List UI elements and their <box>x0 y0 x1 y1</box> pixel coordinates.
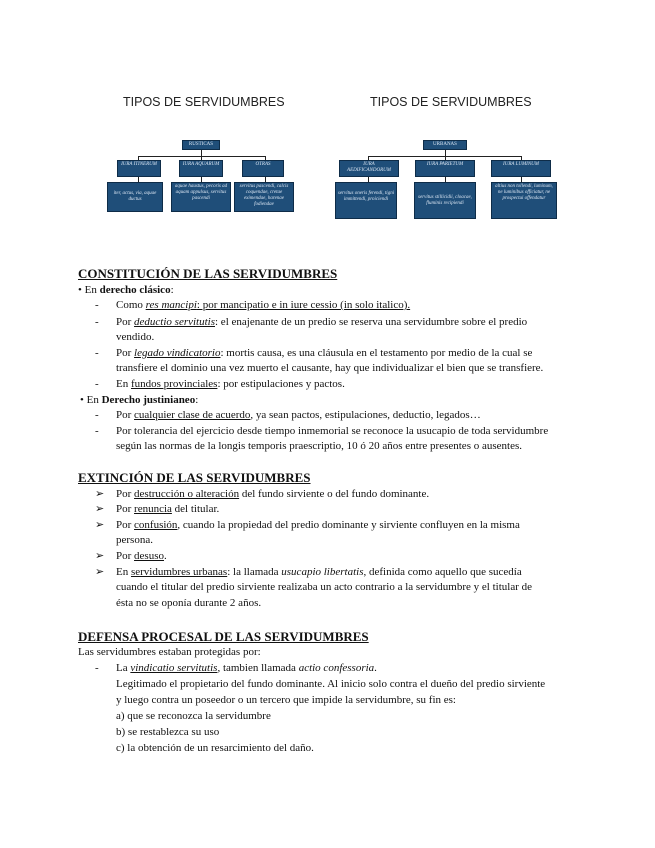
defensa-line: Legitimado el propietario del fundo dominante. Al inicio solo contra el dueño del predio sirviente <box>116 678 546 690</box>
diagram-child-box: IURA ITINERUM <box>117 160 161 177</box>
section-title-extincion: EXTINCIÓN DE LAS SERVIDUMBRES <box>78 470 311 485</box>
dash-bullet: - <box>95 347 99 359</box>
text-fragment: Por <box>116 503 135 515</box>
text-fragment: : <box>195 394 199 406</box>
list-item <box>116 487 429 502</box>
diagram-detail-box: servitus pascendi, calcis coquendae, cretae eximendae, harenae fodiendae <box>234 182 294 212</box>
arrow-bullet-icon: ➢ <box>95 519 105 531</box>
text-fragment: Por <box>116 488 135 500</box>
list-item <box>116 377 345 392</box>
text-fragment: vindicatio servitutis <box>130 662 218 674</box>
text-fragment: , definida como aquello que sucedía <box>363 566 522 578</box>
list-item <box>116 346 532 361</box>
clasico-heading <box>78 283 174 298</box>
dash-bullet: - <box>95 316 99 328</box>
text-fragment: . <box>374 662 377 674</box>
defensa-line: a) que se reconozca la servidumbre <box>116 710 271 722</box>
text-fragment: En <box>116 378 131 390</box>
text-fragment: deductio servitutis <box>134 316 215 328</box>
diagram-title-rusticas: TIPOS DE SERVIDUMBRES <box>123 95 285 109</box>
text-fragment: desuso <box>134 550 164 562</box>
dash-bullet: - <box>95 299 99 311</box>
dash-bullet: - <box>95 409 99 421</box>
text-fragment: renuncia <box>134 503 172 515</box>
arrow-bullet-icon: ➢ <box>95 566 105 578</box>
list-item: Por tolerancia del ejercicio desde tiempo inmemorial se reconoce la usucapio de toda servidumbre <box>116 425 549 437</box>
list-item <box>116 518 520 533</box>
list-item-continuation: vendido. <box>116 331 155 343</box>
diagram-title-urbanas: TIPOS DE SERVIDUMBRES <box>370 95 532 109</box>
text-fragment: servidumbres urbanas <box>130 566 228 578</box>
text-fragment: En <box>86 394 102 406</box>
diagram-root-box: URBANAS <box>423 140 467 150</box>
list-item <box>116 549 167 564</box>
text-fragment: , tambien llamada <box>217 662 299 674</box>
list-item-continuation: persona. <box>116 534 153 546</box>
section-title-defensa: DEFENSA PROCESAL DE LAS SERVIDUMBRES <box>78 629 369 644</box>
diagram-detail-box: servitus oneris ferendi, tigni immittendi, proiciendi <box>335 182 397 219</box>
list-item <box>116 298 410 313</box>
text-fragment: En <box>84 284 100 296</box>
text-fragment: La <box>116 662 131 674</box>
dash-bullet: - <box>95 662 99 674</box>
diagram-root-box: RUSTICAS <box>182 140 220 150</box>
text-fragment: , ya sean pactos, estipulaciones, deductio, legados… <box>250 409 481 421</box>
list-item <box>116 565 522 580</box>
text-fragment: . <box>163 550 167 562</box>
diagram-child-box: OTRAS <box>242 160 284 177</box>
text-fragment: res mancipi <box>145 299 197 311</box>
text-fragment: : por estipulaciones y pactos. <box>217 378 345 390</box>
text-fragment: Por <box>116 409 135 421</box>
text-fragment: : por mancipatio e in iure cessio (in solo italico). <box>196 299 411 311</box>
list-item-continuation: según las normas de la longis temporis praescriptio, 10 ó 20 años entre presentes o ausentes. <box>116 440 522 452</box>
text-fragment: : mortis causa, es una cláusula en el testamento por medio de la cual se <box>220 347 533 359</box>
diagram-detail-box: servitus stillicidii, cloacae, fluminis recipiendi <box>414 182 476 219</box>
diagram-rusticas <box>105 140 289 225</box>
text-fragment: : <box>170 284 174 296</box>
diagram-urbanas <box>335 140 565 225</box>
bullet-dot: • <box>78 284 85 296</box>
text-fragment: : el enajenante de un predio se reserva una servidumbre sobre el predio <box>215 316 528 328</box>
dash-bullet: - <box>95 378 99 390</box>
list-item <box>116 408 481 423</box>
diagram-detail-box: altius non tollendi, luminum, ne luminibus officiatur, ne prospectui offendatur <box>491 182 557 219</box>
diagram-detail-box: iter, actus, via, aquae ductus <box>107 182 163 212</box>
text-fragment: destrucción o alteración <box>134 488 240 500</box>
arrow-bullet-icon: ➢ <box>95 488 105 500</box>
text-fragment: usucapio libertatis <box>281 566 364 578</box>
arrow-bullet-icon: ➢ <box>95 503 105 515</box>
section-title-constitucion: CONSTITUCIÓN DE LAS SERVIDUMBRES <box>78 266 338 281</box>
text-fragment: del fundo sirviente o del fundo dominante. <box>239 488 430 500</box>
defensa-line: y luego contra un poseedor o un tercero que impide la servidumbre, su fin es: <box>116 694 456 706</box>
text-fragment: , cuando la propiedad del predio dominante y sirviente confluyen en la misma <box>177 519 520 531</box>
diagram-child-box: IURA LUMINUM <box>491 160 551 177</box>
list-item-continuation: cuando el titular del predio sirviente realizaba un acto contrario a la servidumbre y el titular de <box>116 581 532 593</box>
text-fragment: legado vindicatorio <box>134 347 221 359</box>
list-item-continuation: ésta no se oponía durante 2 años. <box>116 597 262 609</box>
text-fragment: confusión <box>134 519 178 531</box>
text-fragment: En <box>116 566 131 578</box>
text-fragment: Por <box>116 550 135 562</box>
defensa-line: b) se restablezca su uso <box>116 726 220 738</box>
text-fragment: Por <box>116 519 135 531</box>
dash-bullet: - <box>95 425 99 437</box>
text-fragment: Por <box>116 347 135 359</box>
text-fragment: derecho clásico <box>99 284 171 296</box>
text-fragment: fundos provinciales <box>130 378 218 390</box>
diagram-child-box: IURA AQUARUM <box>179 160 223 177</box>
defensa-intro: Las servidumbres estaban protegidas por: <box>78 646 261 658</box>
text-fragment: del titular. <box>171 503 220 515</box>
bullet-dot: • <box>80 394 87 406</box>
text-fragment: : la llamada <box>227 566 282 578</box>
justinianeo-heading <box>80 393 198 408</box>
text-fragment: Como <box>116 299 146 311</box>
list-item <box>116 502 219 517</box>
diagram-child-box: IURA PARIETUM <box>415 160 475 177</box>
text-fragment: Por <box>116 316 135 328</box>
text-fragment: Derecho justinianeo <box>101 394 196 406</box>
diagram-child-box: IURA AEDIFICANDORUM <box>339 160 399 177</box>
list-item-continuation: transfiere el dominio una vez muerto el causante, hay que individualizar el bien que se transfiere. <box>116 362 544 374</box>
text-fragment: actio confessoria <box>298 662 375 674</box>
arrow-bullet-icon: ➢ <box>95 550 105 562</box>
defensa-line: c) la obtención de un resarcimiento del daño. <box>116 742 314 754</box>
text-fragment: cualquier clase de acuerdo <box>134 409 251 421</box>
list-item <box>116 315 578 330</box>
diagram-detail-box: aquae haustus, pecoris ad aquam appulsus, servitus pascendi <box>171 182 231 212</box>
list-item <box>116 661 377 676</box>
